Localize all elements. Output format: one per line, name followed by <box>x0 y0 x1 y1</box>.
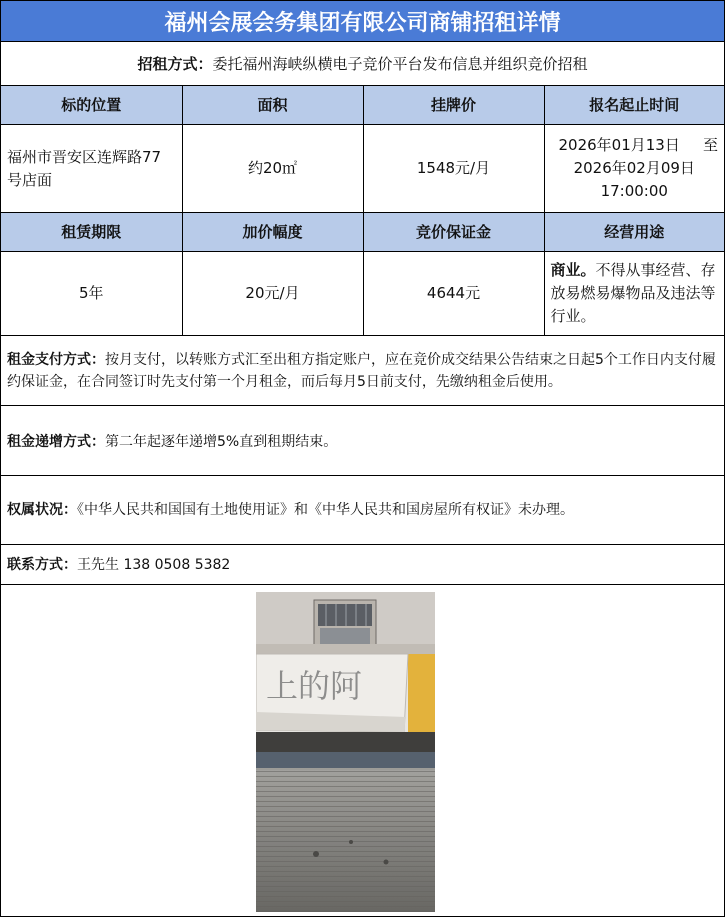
cell-registration-period <box>544 125 724 213</box>
usage-type: 商业。 <box>550 261 596 279</box>
data-row-1 <box>1 125 724 213</box>
header-registration-period: 报名起止时间 <box>544 86 724 125</box>
rental-method-row <box>1 42 724 86</box>
registration-start: 2026年01月13日 <box>558 136 680 154</box>
rental-method-value: 委托福州海峡纵横电子竞价平台发布信息并组织竞价招租 <box>212 55 588 73</box>
cell-usage <box>544 252 724 336</box>
contact-label: 联系方式： <box>7 557 77 573</box>
registration-end-time: 17:00:00 <box>600 182 668 200</box>
payment-method-text: 按月支付，以转账方式汇至出租方指定账户，应在竞价成交结果公告结束之日起5个工作日内支付履约保证金，在合同签订时先支付第一个月租金，而后每月5日前支付，先缴纳租金后使用。 <box>7 352 716 390</box>
listing-table <box>1 86 724 336</box>
header-lease-term: 租赁期限 <box>1 213 182 252</box>
registration-end: 2026年02月09日 <box>573 159 695 177</box>
cell-deposit: 4644元 <box>363 252 544 336</box>
cell-price: 1548元/月 <box>363 125 544 213</box>
ownership-label: 权属状况： <box>7 502 77 518</box>
rent-increase-row <box>1 407 724 476</box>
header-row-2 <box>1 213 724 252</box>
registration-to: 至 <box>702 136 718 154</box>
cell-increment: 20元/月 <box>182 252 363 336</box>
payment-method-row <box>1 339 724 406</box>
ownership-row <box>1 477 724 545</box>
payment-method-label: 租金支付方式： <box>7 352 105 368</box>
header-increment: 加价幅度 <box>182 213 363 252</box>
contact-text: 王先生 138 0508 5382 <box>77 557 231 573</box>
header-price: 挂牌价 <box>363 86 544 125</box>
ownership-text: 《中华人民共和国国有土地使用证》和《中华人民共和国房屋所有权证》未办理。 <box>77 502 574 518</box>
usage-restriction: 不得从事经营、存放易燃易爆物品及违法等行业。 <box>550 261 716 325</box>
header-deposit: 竞价保证金 <box>363 213 544 252</box>
header-location: 标的位置 <box>1 86 182 125</box>
storefront-sign-text: 上的阿 <box>266 667 363 705</box>
header-area: 面积 <box>182 86 363 125</box>
cell-lease-term: 5年 <box>1 252 182 336</box>
data-row-2 <box>1 252 724 336</box>
cell-area: 约20㎡ <box>182 125 363 213</box>
storefront-photo <box>256 592 435 912</box>
page-title: 福州会展会务集团有限公司商铺招租详情 <box>1 1 724 42</box>
contact-row <box>1 546 724 585</box>
header-usage: 经营用途 <box>544 213 724 252</box>
rent-increase-label: 租金递增方式： <box>7 434 105 450</box>
rental-method-label: 招租方式： <box>137 55 213 73</box>
rent-increase-text: 第二年起逐年递增5%直到租期结束。 <box>105 434 338 450</box>
cell-location: 福州市晋安区连辉路77号店面 <box>1 125 182 213</box>
header-row-1 <box>1 86 724 125</box>
